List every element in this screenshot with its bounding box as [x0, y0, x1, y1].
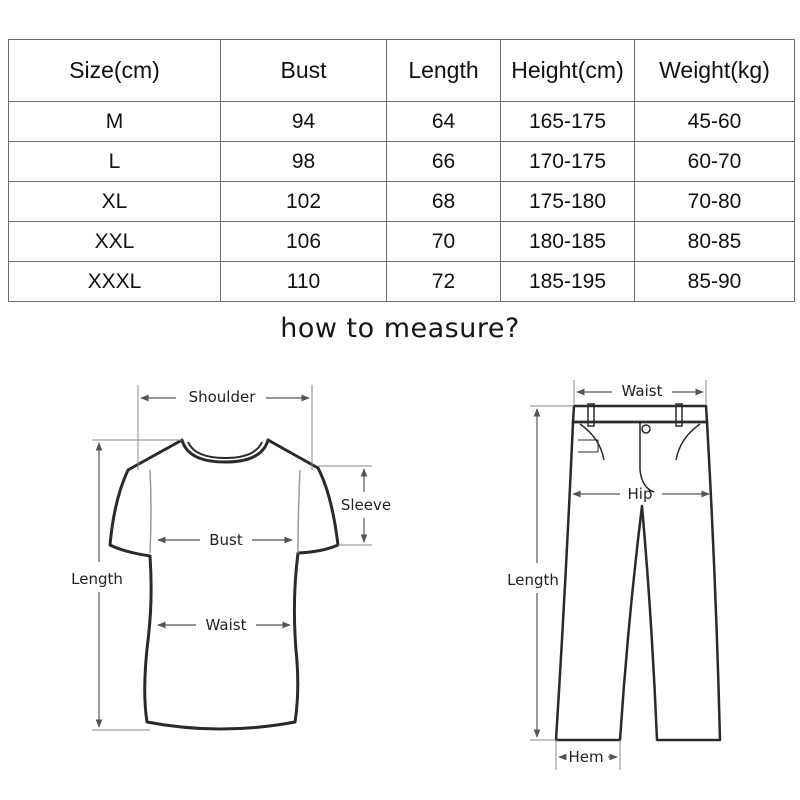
cell-length: 72 [387, 262, 501, 302]
cell-size: XXXL [9, 262, 221, 302]
header-bust: Bust [221, 40, 387, 102]
cell-weight: 60-70 [635, 142, 795, 182]
shoulder-label: Shoulder [188, 388, 256, 406]
cell-bust: 102 [221, 182, 387, 222]
cell-weight: 70-80 [635, 182, 795, 222]
how-to-measure-heading: how to measure? [280, 313, 520, 344]
pants-outline [556, 422, 720, 740]
pants-coin-pocket [578, 440, 598, 452]
cell-bust: 110 [221, 262, 387, 302]
cell-height: 170-175 [501, 142, 635, 182]
pants-waistband [573, 406, 707, 422]
pants-pocket-right [676, 424, 700, 460]
pants-pocket-left [580, 424, 604, 460]
cell-weight: 80-85 [635, 222, 795, 262]
sleeve-label: Sleeve [340, 496, 392, 514]
header-length: Length [387, 40, 501, 102]
header-size: Size(cm) [9, 40, 221, 102]
cell-size: XL [9, 182, 221, 222]
cell-bust: 94 [221, 102, 387, 142]
length-label: Length [71, 570, 123, 588]
cell-size: XXL [9, 222, 221, 262]
cell-height: 165-175 [501, 102, 635, 142]
cell-height: 180-185 [501, 222, 635, 262]
cell-height: 185-195 [501, 262, 635, 302]
cell-weight: 45-60 [635, 102, 795, 142]
cell-length: 68 [387, 182, 501, 222]
cell-length: 66 [387, 142, 501, 182]
cell-weight: 85-90 [635, 262, 795, 302]
cell-bust: 106 [221, 222, 387, 262]
pants-hem-label: Hem [568, 748, 604, 766]
cell-size: L [9, 142, 221, 182]
cell-height: 175-180 [501, 182, 635, 222]
waist-label: Waist [205, 616, 247, 634]
cell-length: 70 [387, 222, 501, 262]
cell-bust: 98 [221, 142, 387, 182]
header-weight: Weight(kg) [635, 40, 795, 102]
bust-label: Bust [209, 531, 243, 549]
cell-length: 64 [387, 102, 501, 142]
header-height: Height(cm) [501, 40, 635, 102]
cell-size: M [9, 102, 221, 142]
pants-length-label: Length [507, 571, 559, 589]
pants-waist-label: Waist [621, 382, 663, 400]
pants-button-icon [642, 425, 650, 433]
pants-hip-label: Hip [627, 485, 653, 503]
